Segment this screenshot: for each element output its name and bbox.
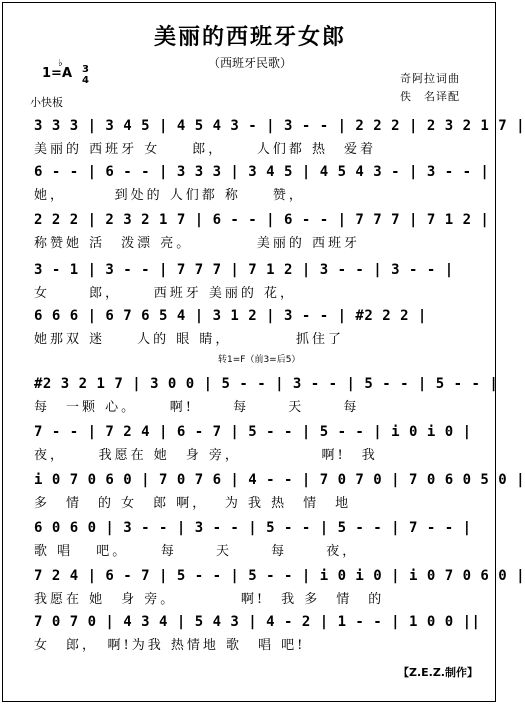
tempo-marking: 小快板: [30, 96, 63, 109]
key-label: 1=: [42, 66, 62, 81]
notation-line-1: 3 3 3 | 3 4 5 | 4 5 4 3 - | 3 - - | 2 2 2 | 2 3 2 1 7 |: [34, 118, 525, 134]
lyric-line-8: 多 情 的 女 郎 啊， 为 我 热 情 地: [34, 496, 352, 511]
flat-symbol: ♭: [58, 58, 63, 69]
modulation-marking: 转1=F（前3=后5）: [218, 355, 301, 365]
lyric-line-9: 歌 唱 吧。 每 天 每 夜，: [34, 544, 359, 559]
lyric-line-6: 每 一颗 心。 啊! 每 天 每: [34, 400, 360, 415]
notation-line-8: i 0 7 0 6 0 | 7 0 7 6 | 4 - - | 7 0 7 0 | 7 0 6 0 5 0 |: [34, 472, 525, 488]
lyric-line-7: 夜， 我愿在 她 身 旁， 啊! 我: [34, 448, 378, 463]
notation-line-3: 2 2 2 | 2 3 2 1 7 | 6 - - | 6 - - | 7 7 7 | 7 1 2 |: [34, 212, 490, 228]
key-signature: [42, 58, 73, 81]
lyric-line-2: 她， 到处的 人们都 称 赞，: [34, 188, 305, 203]
lyric-line-3: 称赞她 活 泼漂 亮。 美丽的 西班牙: [34, 236, 361, 251]
notation-line-5: 6 6 6 | 6 7 6 5 4 | 3 1 2 | 3 - - | #2 2 2 |: [34, 308, 427, 324]
lyric-line-11: 女 郎， 啊!为我 热情地 歌 唱 吧!: [34, 638, 306, 653]
translator-credit: 佚 名译配: [400, 90, 460, 103]
meter-bottom: 4: [82, 75, 89, 86]
notation-line-9: 6 0 6 0 | 3 - - | 3 - - | 5 - - | 5 - - | 7 - - |: [34, 520, 472, 536]
notation-line-2: 6 - - | 6 - - | 3 3 3 | 3 4 5 | 4 5 4 3 - | 3 - - |: [34, 164, 490, 180]
composer-credit: 奇阿拉词曲: [400, 72, 460, 85]
song-subtitle: （西班牙民歌）: [207, 56, 292, 70]
notation-line-11: 7 0 7 0 | 4 3 4 | 5 4 3 | 4 - 2 | 1 - - | 1 0 0 ||: [34, 614, 481, 630]
lyric-line-4: 女 郎， 西班牙 美丽的 花，: [34, 286, 297, 301]
notation-line-4: 3 - 1 | 3 - - | 7 7 7 | 7 1 2 | 3 - - | 3 - - |: [34, 262, 454, 278]
notation-line-7: 7 - - | 7 2 4 | 6 - 7 | 5 - - | 5 - - | i 0 i 0 |: [34, 424, 472, 440]
notation-line-10: 7 2 4 | 6 - 7 | 5 - - | 5 - - | i 0 i 0 | i 0 7 0 6 0 |: [34, 568, 525, 584]
song-title: 美丽的西班牙女郎: [153, 24, 346, 50]
key-note: A: [61, 66, 73, 81]
notation-line-6: #2 3 2 1 7 | 3 0 0 | 5 - - | 3 - - | 5 - - | 5 - - |: [34, 376, 499, 392]
lyric-line-1: 美丽的 西班牙 女 郎， 人们都 热 爱着: [34, 142, 377, 157]
producer-badge: 【Z.E.Z.制作】: [397, 666, 478, 679]
meter-top: 3: [82, 64, 89, 75]
lyric-line-5: 她那双 迷 人的 眼 睛， 抓住了: [34, 332, 345, 347]
time-signature: [82, 64, 89, 86]
lyric-line-10: 我愿在 她 身 旁。 啊! 我 多 情 的: [34, 592, 385, 607]
